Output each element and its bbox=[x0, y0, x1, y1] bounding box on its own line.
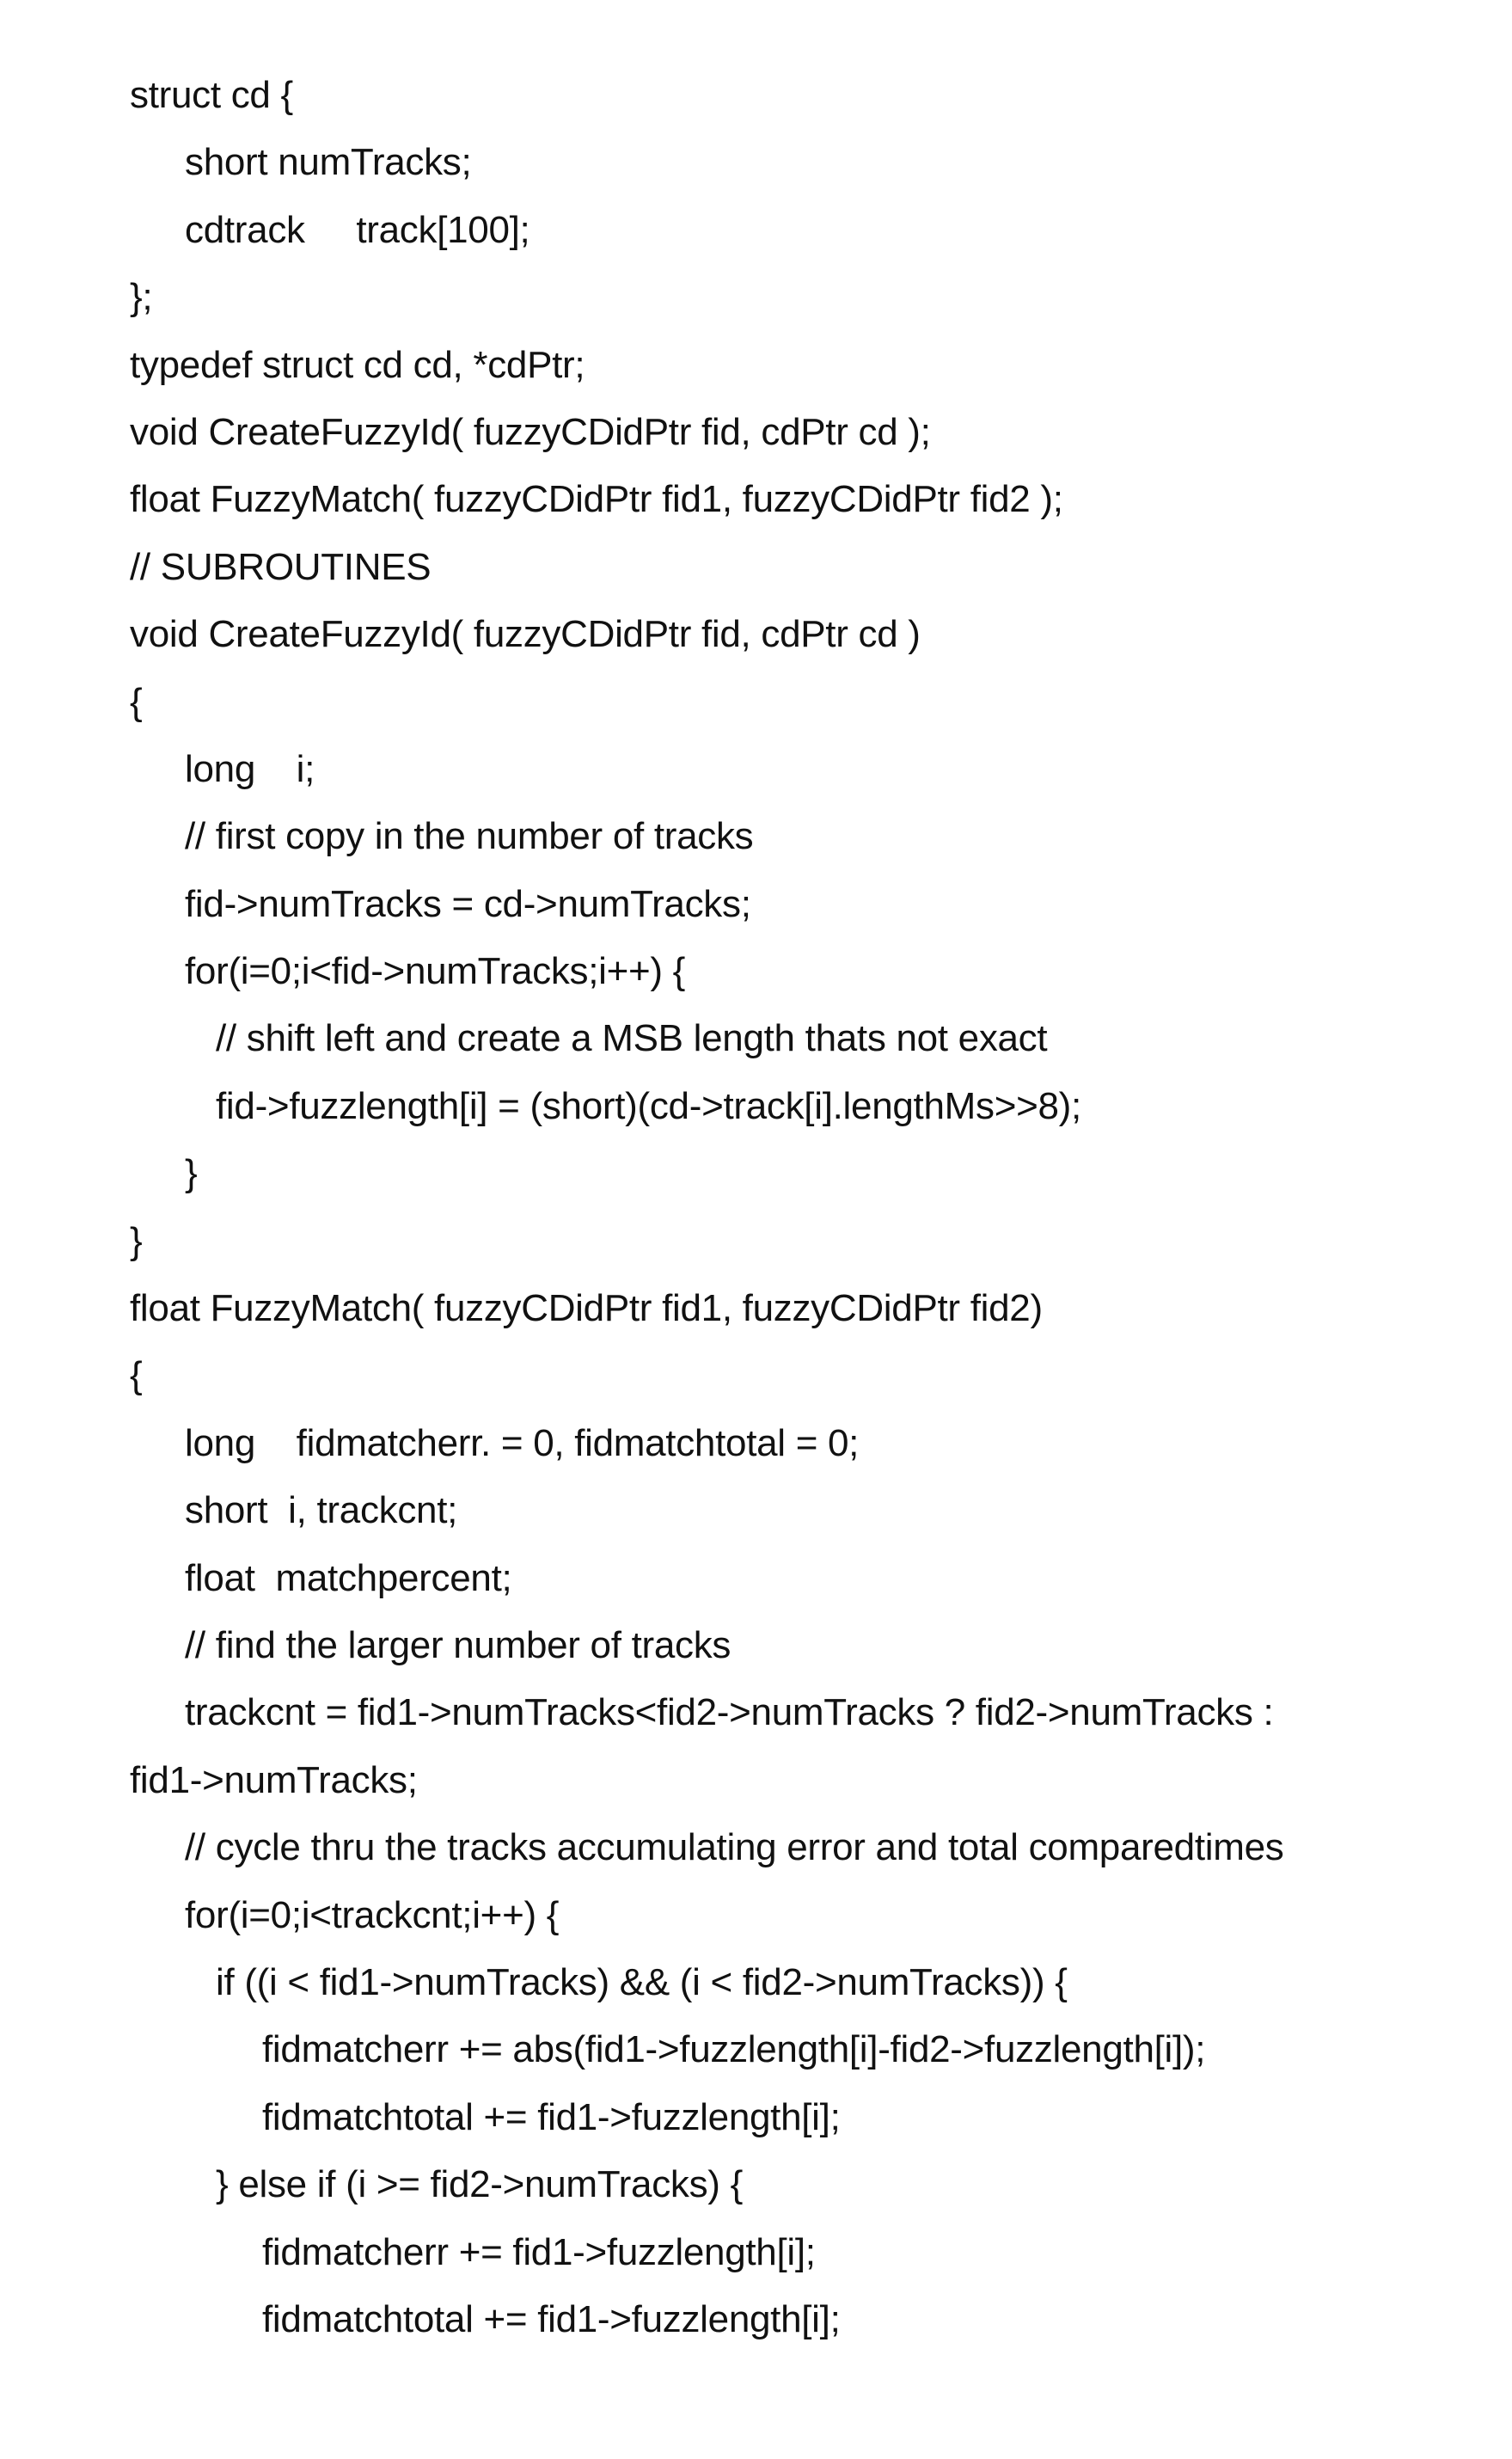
code-line: float FuzzyMatch( fuzzyCDidPtr fid1, fuzzyCDidPtr fid2 ); bbox=[0, 466, 1512, 533]
code-line: fid1->numTracks; bbox=[0, 1747, 1512, 1814]
code-line: { bbox=[0, 1342, 1512, 1409]
code-line: } bbox=[0, 1208, 1512, 1275]
code-line: } bbox=[0, 1140, 1512, 1207]
code-line: struct cd { bbox=[0, 62, 1512, 129]
code-line: // cycle thru the tracks accumulating error and total comparedtimes bbox=[0, 1814, 1512, 1881]
code-line: // find the larger number of tracks bbox=[0, 1612, 1512, 1679]
code-line: void CreateFuzzyId( fuzzyCDidPtr fid, cdPtr cd ) bbox=[0, 601, 1512, 668]
code-line: fidmatchtotal += fid1->fuzzlength[i]; bbox=[0, 2084, 1512, 2151]
code-line: }; bbox=[0, 264, 1512, 331]
code-line: trackcnt = fid1->numTracks<fid2->numTracks ? fid2->numTracks : bbox=[0, 1679, 1512, 1746]
code-line: fidmatchtotal += fid1->fuzzlength[i]; bbox=[0, 2286, 1512, 2353]
code-line: long fidmatcherr. = 0, fidmatchtotal = 0; bbox=[0, 1410, 1512, 1477]
code-line: fid->numTracks = cd->numTracks; bbox=[0, 871, 1512, 938]
code-line: short i, trackcnt; bbox=[0, 1477, 1512, 1544]
code-line: long i; bbox=[0, 736, 1512, 803]
code-line: short numTracks; bbox=[0, 129, 1512, 196]
code-line: typedef struct cd cd, *cdPtr; bbox=[0, 332, 1512, 399]
code-line: float matchpercent; bbox=[0, 1545, 1512, 1612]
code-line: for(i=0;i<trackcnt;i++) { bbox=[0, 1882, 1512, 1949]
code-line: float FuzzyMatch( fuzzyCDidPtr fid1, fuzzyCDidPtr fid2) bbox=[0, 1275, 1512, 1342]
code-line: for(i=0;i<fid->numTracks;i++) { bbox=[0, 938, 1512, 1005]
code-line: { bbox=[0, 669, 1512, 736]
code-line: cdtrack track[100]; bbox=[0, 197, 1512, 264]
code-line: // first copy in the number of tracks bbox=[0, 803, 1512, 870]
code-line: if ((i < fid1->numTracks) && (i < fid2->numTracks)) { bbox=[0, 1949, 1512, 2016]
code-line: // SUBROUTINES bbox=[0, 534, 1512, 601]
code-line: fid->fuzzlength[i] = (short)(cd->track[i].lengthMs>>8); bbox=[0, 1073, 1512, 1140]
code-line: fidmatcherr += abs(fid1->fuzzlength[i]-fid2->fuzzlength[i]); bbox=[0, 2016, 1512, 2083]
code-line: // shift left and create a MSB length thats not exact bbox=[0, 1005, 1512, 1072]
code-listing bbox=[0, 62, 1512, 2353]
code-line: } else if (i >= fid2->numTracks) { bbox=[0, 2151, 1512, 2218]
code-line: void CreateFuzzyId( fuzzyCDidPtr fid, cdPtr cd ); bbox=[0, 399, 1512, 466]
code-line: fidmatcherr += fid1->fuzzlength[i]; bbox=[0, 2219, 1512, 2286]
